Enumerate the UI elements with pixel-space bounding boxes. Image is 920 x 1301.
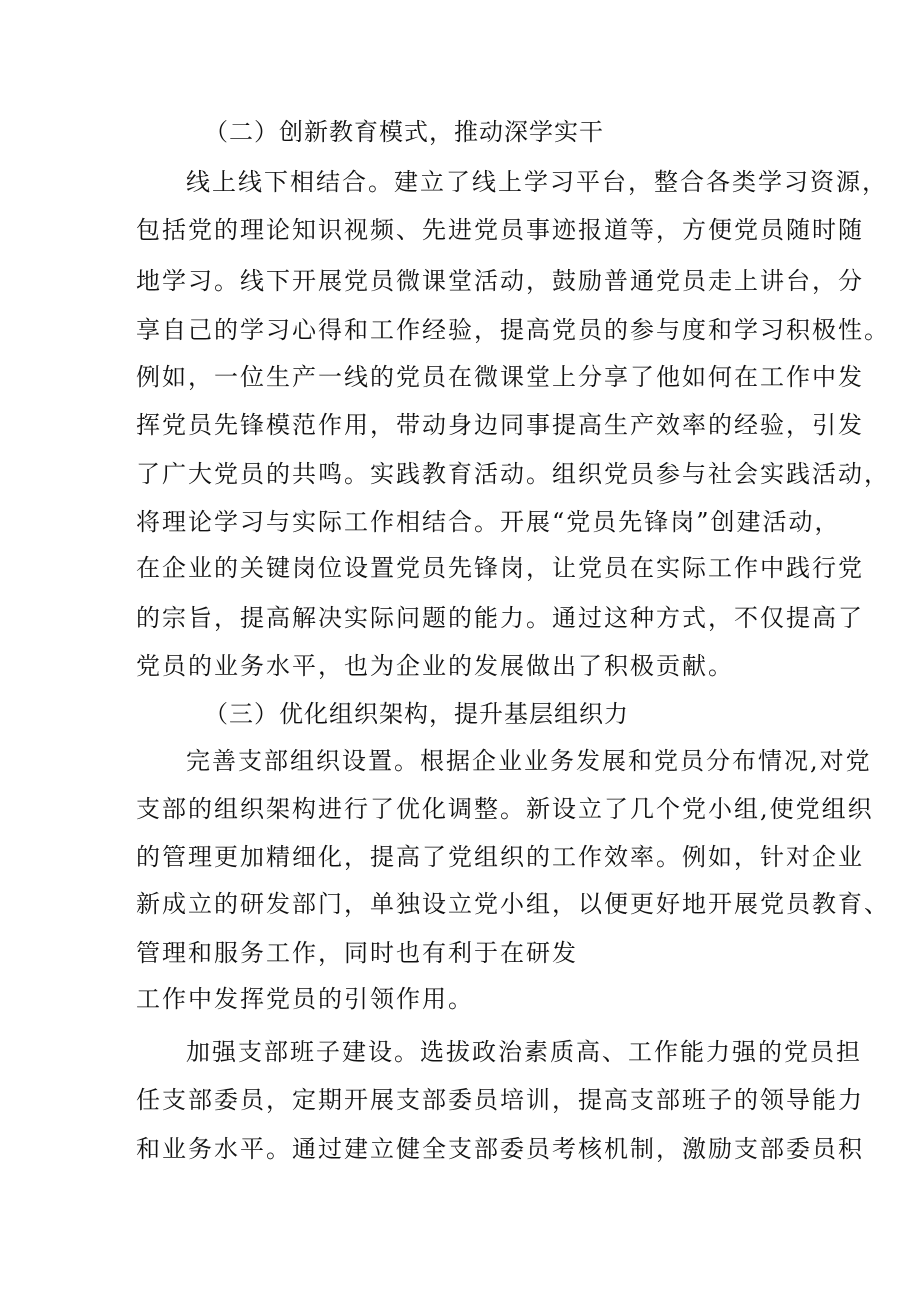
paragraph-line: 在企业的关键岗位设置党员先锋岗，让党员在实际工作中践行党: [136, 554, 864, 582]
paragraph-line: 享自己的学习心得和工作经验，提高党员的参与度和学习积极性。: [136, 316, 890, 344]
paragraph-line: 完善支部组织设置。根据企业业务发展和党员分布情况,对党: [186, 747, 872, 775]
paragraph-line: 管理和服务工作，同时也有利于在研发: [136, 939, 578, 967]
paragraph-line: 将理论学习与实际工作相结合。开展“党员先锋岗”创建活动，: [136, 508, 841, 536]
paragraph-line: 新成立的研发部门，单独设立党小组，以便更好地开展党员教育、: [136, 890, 890, 918]
paragraph-line: 任支部委员，定期开展支部委员培训，提高支部班子的领导能力: [136, 1086, 864, 1114]
paragraph-line: 的管理更加精细化，提高了党组织的工作效率。例如，针对企业: [136, 843, 864, 871]
paragraph-line: 挥党员先锋模范作用，带动身边同事提高生产效率的经验，引发: [136, 411, 864, 439]
paragraph-line: 包括党的理论知识视频、先进党员事迹报道等，方便党员随时随: [136, 216, 864, 244]
section-heading: （二）创新教育模式，推动深学实干: [204, 118, 604, 146]
paragraph-line: 线上线下相结合。建立了线上学习平台，整合各类学习资源，: [186, 168, 888, 196]
paragraph-line: 和业务水平。通过建立健全支部委员考核机制，激励支部委员积: [136, 1135, 864, 1163]
paragraph-line: 地学习。线下开展党员微课堂活动，鼓励普通党员走上讲台，分: [136, 267, 864, 295]
paragraph-line: 的宗旨，提高解决实际问题的能力。通过这种方式，不仅提高了: [136, 604, 864, 632]
section-heading: （三）优化组织架构，提升基层组织力: [204, 700, 629, 728]
paragraph-line: 工作中发挥党员的引领作用。: [136, 985, 474, 1013]
paragraph-line: 例如，一位生产一线的党员在微课堂上分享了他如何在工作中发: [136, 363, 864, 391]
paragraph-line: 党员的业务水平，也为企业的发展做出了积极贡献。: [136, 652, 734, 680]
paragraph-line: 加强支部班子建设。选拔政治素质高、工作能力强的党员担: [186, 1038, 862, 1066]
paragraph-line: 支部的组织架构进行了优化调整。新设立了几个党小组,使党组织: [136, 795, 874, 823]
paragraph-line: 了广大党员的共鸣。实践教育活动。组织党员参与社会实践活动，: [136, 460, 890, 488]
